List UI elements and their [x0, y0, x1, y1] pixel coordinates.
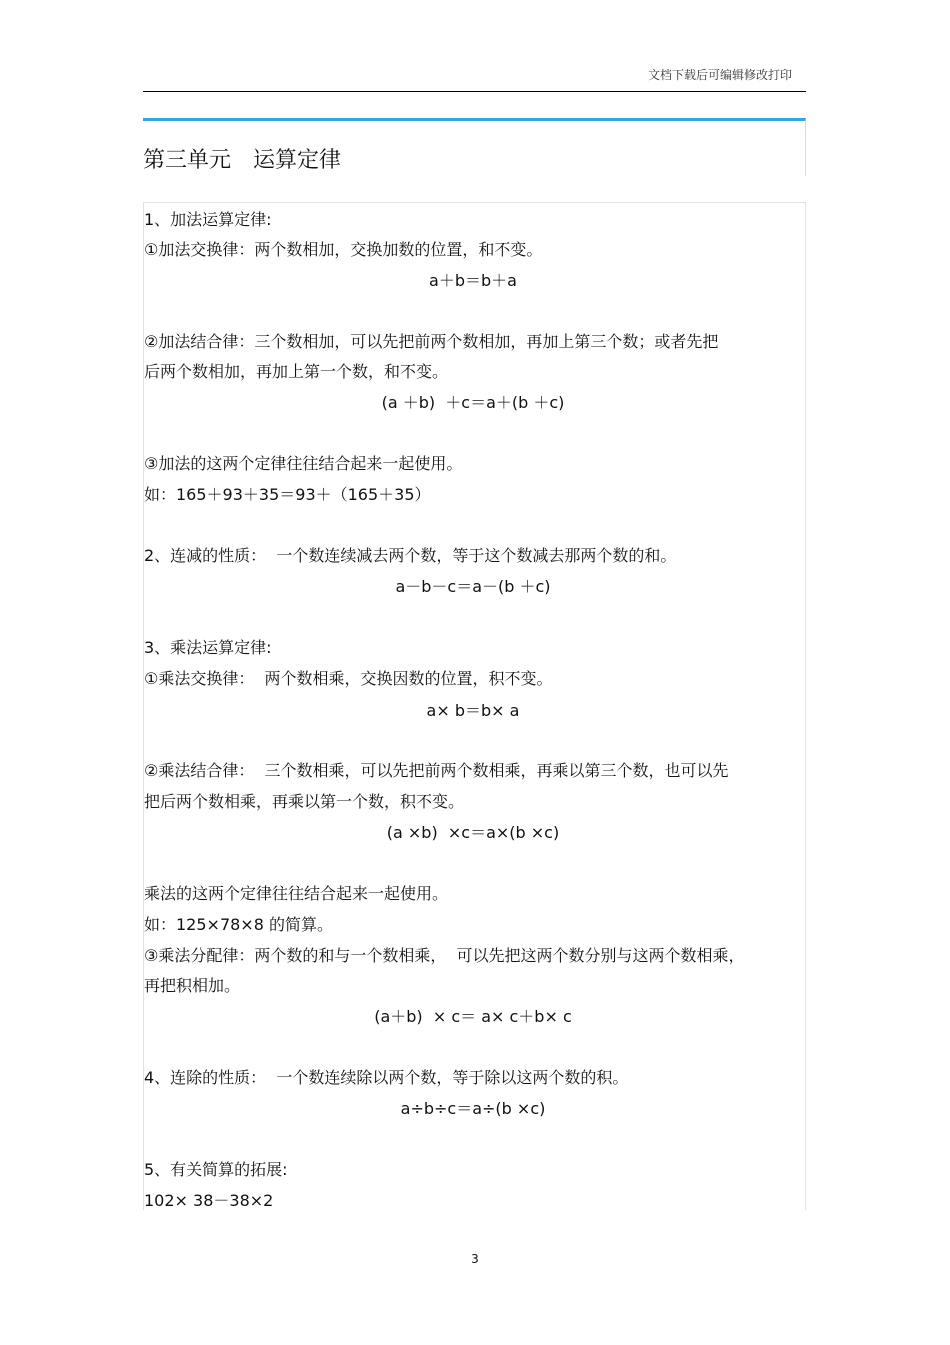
header-note: 文档下载后可编辑修改打印 [647, 68, 792, 82]
section-heading-division: 4、连除的性质： 一个数连续除以两个数，等于除以这两个数的积。 [144, 1068, 629, 1087]
rule-associative-multiplication-cont: 把后两个数相乘，再乘以第一个数，积不变。 [144, 792, 465, 811]
header-rule [143, 91, 806, 92]
formula-associative-multiplication: (a ×b) ×c＝a×(b ×c) [386, 823, 560, 842]
section-heading-simplification: 5、有关简算的拓展: [144, 1160, 288, 1179]
content-box [143, 202, 806, 1210]
formula-commutative-addition: a＋b＝b＋a [429, 271, 517, 290]
rule-associative-addition: ②加法结合律：三个数相加，可以先把前两个数相加，再加上第三个数；或者先把 [144, 332, 719, 351]
rule-commutative-addition: ①加法交换律：两个数相加，交换加数的位置，和不变。 [144, 240, 543, 259]
example-addition: 如：165＋93＋35＝93＋（165＋35） [144, 485, 431, 504]
formula-associative-addition: (a ＋b) ＋c＝a＋(b ＋c) [381, 393, 565, 412]
unit-title-box [143, 118, 806, 176]
note-multiplication-combined: 乘法的这两个定律往往结合起来一起使用。 [144, 884, 449, 903]
page-number: 3 [471, 1252, 479, 1266]
rule-distributive-cont: 再把积相加。 [144, 976, 241, 995]
section-heading-subtraction: 2、连减的性质： 一个数连续减去两个数，等于这个数减去那两个数的和。 [144, 546, 677, 565]
formula-distributive: (a＋b) × c＝ a× c＋b× c [374, 1007, 572, 1026]
rule-commutative-multiplication: ①乘法交换律： 两个数相乘，交换因数的位置，积不变。 [144, 669, 553, 688]
rule-associative-multiplication: ②乘法结合律： 三个数相乘，可以先把前两个数相乘，再乘以第三个数，也可以先 [144, 761, 729, 780]
note-addition-combined: ③加法的这两个定律往往结合起来一起使用。 [144, 454, 463, 473]
unit-title: 第三单元 运算定律 [143, 148, 342, 173]
example-simplification: 102× 38－38×2 [144, 1191, 274, 1210]
section-heading-addition: 1、加法运算定律: [144, 210, 272, 229]
formula-subtraction: a－b－c＝a－(b ＋c) [395, 577, 551, 596]
formula-division: a÷b÷c＝a÷(b ×c) [400, 1099, 546, 1118]
formula-commutative-multiplication: a× b＝b× a [426, 701, 520, 720]
rule-associative-addition-cont: 后两个数相加，再加上第一个数，和不变。 [144, 362, 449, 381]
example-multiplication: 如：125×78×8 的简算。 [144, 915, 333, 934]
rule-distributive: ③乘法分配律：两个数的和与一个数相乘， 可以先把这两个数分别与这两个数相乘， [144, 946, 745, 965]
section-heading-multiplication: 3、乘法运算定律: [144, 638, 272, 657]
